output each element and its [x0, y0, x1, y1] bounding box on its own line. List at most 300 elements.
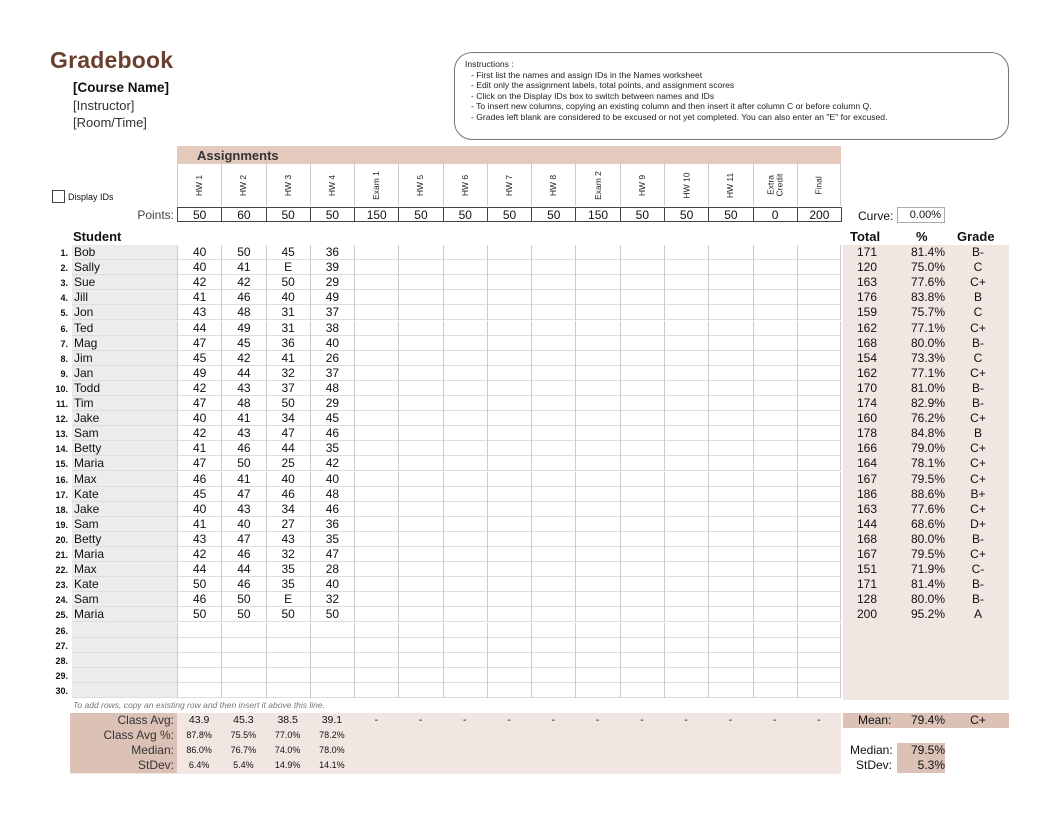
points-cell[interactable]: 50: [620, 207, 665, 222]
score-cell[interactable]: 41: [266, 351, 310, 366]
score-cell[interactable]: [443, 638, 487, 653]
score-cell[interactable]: [753, 472, 797, 487]
score-cell[interactable]: [398, 275, 442, 290]
score-cell[interactable]: [531, 366, 575, 381]
assignment-header[interactable]: [797, 164, 841, 206]
score-cell[interactable]: 49: [221, 321, 265, 336]
score-cell[interactable]: [354, 653, 398, 668]
score-cell[interactable]: 32: [266, 547, 310, 562]
score-cell[interactable]: [664, 411, 708, 426]
score-cell[interactable]: 47: [177, 456, 221, 471]
student-name[interactable]: Sue: [74, 275, 96, 290]
score-cell[interactable]: [398, 653, 442, 668]
score-cell[interactable]: [708, 562, 752, 577]
score-cell[interactable]: [708, 502, 752, 517]
score-cell[interactable]: [266, 638, 310, 653]
score-cell[interactable]: [620, 683, 664, 698]
score-cell[interactable]: [664, 517, 708, 532]
score-cell[interactable]: 46: [221, 577, 265, 592]
score-cell[interactable]: [620, 381, 664, 396]
score-cell[interactable]: 40: [177, 245, 221, 260]
score-cell[interactable]: [664, 668, 708, 683]
score-cell[interactable]: [753, 426, 797, 441]
score-cell[interactable]: [620, 351, 664, 366]
score-cell[interactable]: [620, 305, 664, 320]
score-cell[interactable]: 50: [266, 607, 310, 622]
score-cell[interactable]: [797, 351, 841, 366]
student-name[interactable]: Betty: [74, 531, 102, 546]
score-cell[interactable]: [708, 381, 752, 396]
score-cell[interactable]: [708, 321, 752, 336]
score-cell[interactable]: [177, 653, 221, 668]
score-cell[interactable]: [708, 411, 752, 426]
points-cell[interactable]: 200: [797, 207, 842, 222]
score-cell[interactable]: 50: [221, 245, 265, 260]
score-cell[interactable]: [620, 502, 664, 517]
score-cell[interactable]: [531, 381, 575, 396]
score-cell[interactable]: [620, 366, 664, 381]
score-cell[interactable]: [443, 668, 487, 683]
score-cell[interactable]: [575, 321, 619, 336]
score-cell[interactable]: 43: [221, 426, 265, 441]
student-name[interactable]: Jim: [74, 350, 93, 365]
score-cell[interactable]: [398, 426, 442, 441]
score-cell[interactable]: [664, 502, 708, 517]
score-cell[interactable]: [797, 683, 841, 698]
score-cell[interactable]: [753, 638, 797, 653]
score-cell[interactable]: [443, 396, 487, 411]
score-cell[interactable]: 37: [310, 305, 354, 320]
score-cell[interactable]: [797, 592, 841, 607]
score-cell[interactable]: [531, 607, 575, 622]
score-cell[interactable]: [620, 532, 664, 547]
score-cell[interactable]: [797, 336, 841, 351]
score-cell[interactable]: [753, 623, 797, 638]
points-cell[interactable]: 50: [310, 207, 355, 222]
score-cell[interactable]: [797, 547, 841, 562]
score-cell[interactable]: [398, 532, 442, 547]
score-cell[interactable]: 44: [266, 441, 310, 456]
score-cell[interactable]: [575, 245, 619, 260]
score-cell[interactable]: 48: [310, 381, 354, 396]
score-cell[interactable]: [354, 381, 398, 396]
score-cell[interactable]: [398, 638, 442, 653]
score-cell[interactable]: [354, 623, 398, 638]
score-cell[interactable]: [398, 562, 442, 577]
score-cell[interactable]: [797, 532, 841, 547]
score-cell[interactable]: [575, 592, 619, 607]
score-cell[interactable]: [487, 517, 531, 532]
score-cell[interactable]: [398, 381, 442, 396]
score-cell[interactable]: [664, 396, 708, 411]
score-cell[interactable]: 49: [177, 366, 221, 381]
score-cell[interactable]: [531, 275, 575, 290]
score-cell[interactable]: [443, 411, 487, 426]
score-cell[interactable]: [487, 623, 531, 638]
score-cell[interactable]: [575, 456, 619, 471]
score-cell[interactable]: 50: [310, 607, 354, 622]
score-cell[interactable]: [575, 260, 619, 275]
student-name[interactable]: Kate: [74, 486, 99, 501]
score-cell[interactable]: [797, 456, 841, 471]
score-cell[interactable]: [531, 441, 575, 456]
score-cell[interactable]: [797, 290, 841, 305]
score-cell[interactable]: [443, 502, 487, 517]
score-cell[interactable]: 45: [310, 411, 354, 426]
score-cell[interactable]: [575, 426, 619, 441]
assignment-header[interactable]: [266, 164, 310, 206]
score-cell[interactable]: 39: [310, 260, 354, 275]
score-cell[interactable]: [443, 305, 487, 320]
score-cell[interactable]: [398, 290, 442, 305]
score-cell[interactable]: [620, 623, 664, 638]
score-cell[interactable]: 43: [221, 381, 265, 396]
score-cell[interactable]: 35: [266, 577, 310, 592]
score-cell[interactable]: [354, 441, 398, 456]
score-cell[interactable]: 47: [266, 426, 310, 441]
score-cell[interactable]: 44: [221, 562, 265, 577]
score-cell[interactable]: 50: [221, 456, 265, 471]
points-cell[interactable]: 0: [753, 207, 798, 222]
score-cell[interactable]: [664, 562, 708, 577]
score-cell[interactable]: E: [266, 260, 310, 275]
score-cell[interactable]: [354, 366, 398, 381]
score-cell[interactable]: [797, 623, 841, 638]
score-cell[interactable]: [708, 623, 752, 638]
score-cell[interactable]: [575, 517, 619, 532]
score-cell[interactable]: [753, 321, 797, 336]
score-cell[interactable]: [487, 245, 531, 260]
score-cell[interactable]: [443, 653, 487, 668]
score-cell[interactable]: [354, 607, 398, 622]
score-cell[interactable]: 37: [310, 366, 354, 381]
score-cell[interactable]: [487, 456, 531, 471]
points-cell[interactable]: 50: [487, 207, 532, 222]
score-cell[interactable]: [443, 623, 487, 638]
score-cell[interactable]: [531, 577, 575, 592]
score-cell[interactable]: 35: [266, 562, 310, 577]
score-cell[interactable]: 42: [221, 275, 265, 290]
score-cell[interactable]: [398, 517, 442, 532]
score-cell[interactable]: 42: [221, 351, 265, 366]
score-cell[interactable]: [398, 245, 442, 260]
score-cell[interactable]: [575, 351, 619, 366]
score-cell[interactable]: [753, 592, 797, 607]
score-cell[interactable]: [354, 305, 398, 320]
score-cell[interactable]: [664, 441, 708, 456]
score-cell[interactable]: [531, 245, 575, 260]
score-cell[interactable]: 45: [221, 336, 265, 351]
score-cell[interactable]: [177, 683, 221, 698]
score-cell[interactable]: [664, 366, 708, 381]
assignment-header[interactable]: [753, 164, 797, 206]
score-cell[interactable]: [575, 547, 619, 562]
score-cell[interactable]: [708, 275, 752, 290]
score-cell[interactable]: [398, 487, 442, 502]
score-cell[interactable]: [664, 381, 708, 396]
score-cell[interactable]: [797, 562, 841, 577]
score-cell[interactable]: [398, 260, 442, 275]
score-cell[interactable]: 48: [221, 305, 265, 320]
score-cell[interactable]: [487, 562, 531, 577]
score-cell[interactable]: [708, 245, 752, 260]
score-cell[interactable]: 50: [221, 607, 265, 622]
score-cell[interactable]: [620, 517, 664, 532]
score-cell[interactable]: [443, 381, 487, 396]
score-cell[interactable]: 37: [266, 381, 310, 396]
student-name[interactable]: Sam: [74, 516, 99, 531]
score-cell[interactable]: 44: [177, 321, 221, 336]
score-cell[interactable]: [354, 668, 398, 683]
score-cell[interactable]: [797, 366, 841, 381]
score-cell[interactable]: [620, 321, 664, 336]
score-cell[interactable]: [753, 607, 797, 622]
score-cell[interactable]: [487, 351, 531, 366]
score-cell[interactable]: [575, 381, 619, 396]
score-cell[interactable]: [797, 426, 841, 441]
score-cell[interactable]: [487, 275, 531, 290]
score-cell[interactable]: [797, 275, 841, 290]
score-cell[interactable]: [266, 683, 310, 698]
score-cell[interactable]: [753, 411, 797, 426]
score-cell[interactable]: [487, 336, 531, 351]
score-cell[interactable]: [221, 683, 265, 698]
score-cell[interactable]: [443, 426, 487, 441]
score-cell[interactable]: [443, 336, 487, 351]
score-cell[interactable]: [753, 290, 797, 305]
assignment-header[interactable]: [221, 164, 265, 206]
score-cell[interactable]: [310, 668, 354, 683]
score-cell[interactable]: 46: [266, 487, 310, 502]
score-cell[interactable]: [753, 683, 797, 698]
student-name[interactable]: Betty: [74, 441, 102, 456]
score-cell[interactable]: [620, 245, 664, 260]
score-cell[interactable]: [753, 532, 797, 547]
score-cell[interactable]: 26: [310, 351, 354, 366]
score-cell[interactable]: [620, 396, 664, 411]
score-cell[interactable]: [443, 321, 487, 336]
score-cell[interactable]: [664, 305, 708, 320]
score-cell[interactable]: 41: [221, 472, 265, 487]
score-cell[interactable]: [753, 336, 797, 351]
score-cell[interactable]: [797, 472, 841, 487]
score-cell[interactable]: [487, 683, 531, 698]
score-cell[interactable]: [797, 517, 841, 532]
score-cell[interactable]: [443, 290, 487, 305]
curve-input[interactable]: 0.00%: [897, 207, 945, 223]
score-cell[interactable]: [620, 260, 664, 275]
score-cell[interactable]: [354, 290, 398, 305]
score-cell[interactable]: 40: [177, 411, 221, 426]
score-cell[interactable]: [531, 305, 575, 320]
score-cell[interactable]: [177, 668, 221, 683]
score-cell[interactable]: [664, 290, 708, 305]
score-cell[interactable]: [354, 321, 398, 336]
score-cell[interactable]: E: [266, 592, 310, 607]
score-cell[interactable]: [797, 411, 841, 426]
score-cell[interactable]: [487, 502, 531, 517]
score-cell[interactable]: [753, 245, 797, 260]
score-cell[interactable]: [575, 487, 619, 502]
score-cell[interactable]: [398, 592, 442, 607]
score-cell[interactable]: [531, 396, 575, 411]
student-name[interactable]: Kate: [74, 577, 99, 592]
score-cell[interactable]: [708, 668, 752, 683]
student-name[interactable]: Jill: [74, 290, 88, 305]
score-cell[interactable]: [620, 411, 664, 426]
score-cell[interactable]: [753, 275, 797, 290]
score-cell[interactable]: 45: [177, 351, 221, 366]
score-cell[interactable]: [354, 351, 398, 366]
score-cell[interactable]: 28: [310, 562, 354, 577]
score-cell[interactable]: [708, 336, 752, 351]
score-cell[interactable]: [487, 260, 531, 275]
score-cell[interactable]: 40: [177, 502, 221, 517]
score-cell[interactable]: [398, 577, 442, 592]
assignment-header[interactable]: [708, 164, 752, 206]
score-cell[interactable]: [575, 577, 619, 592]
score-cell[interactable]: [753, 487, 797, 502]
score-cell[interactable]: 47: [177, 396, 221, 411]
score-cell[interactable]: [664, 487, 708, 502]
score-cell[interactable]: [575, 532, 619, 547]
score-cell[interactable]: [753, 351, 797, 366]
score-cell[interactable]: [620, 275, 664, 290]
score-cell[interactable]: [797, 653, 841, 668]
score-cell[interactable]: [531, 532, 575, 547]
score-cell[interactable]: 40: [221, 517, 265, 532]
score-cell[interactable]: [797, 381, 841, 396]
score-cell[interactable]: [575, 336, 619, 351]
assignment-header[interactable]: [575, 164, 619, 206]
score-cell[interactable]: [354, 638, 398, 653]
score-cell[interactable]: [664, 245, 708, 260]
assignment-header[interactable]: [310, 164, 354, 206]
score-cell[interactable]: [398, 668, 442, 683]
points-cell[interactable]: 50: [664, 207, 709, 222]
student-name[interactable]: Maria: [74, 456, 105, 471]
score-cell[interactable]: [531, 592, 575, 607]
score-cell[interactable]: 47: [221, 532, 265, 547]
score-cell[interactable]: [398, 607, 442, 622]
score-cell[interactable]: [753, 381, 797, 396]
score-cell[interactable]: [753, 456, 797, 471]
score-cell[interactable]: [354, 336, 398, 351]
score-cell[interactable]: [753, 653, 797, 668]
score-cell[interactable]: 50: [221, 592, 265, 607]
score-cell[interactable]: [664, 321, 708, 336]
score-cell[interactable]: [354, 456, 398, 471]
score-cell[interactable]: [487, 592, 531, 607]
student-name[interactable]: Maria: [74, 547, 105, 561]
score-cell[interactable]: [620, 441, 664, 456]
points-cell[interactable]: 50: [531, 207, 576, 222]
score-cell[interactable]: 32: [310, 592, 354, 607]
score-cell[interactable]: [664, 638, 708, 653]
score-cell[interactable]: [708, 487, 752, 502]
score-cell[interactable]: [398, 321, 442, 336]
score-cell[interactable]: [443, 577, 487, 592]
score-cell[interactable]: 42: [177, 547, 221, 562]
score-cell[interactable]: [531, 653, 575, 668]
student-name[interactable]: Maria: [74, 607, 105, 622]
score-cell[interactable]: [664, 260, 708, 275]
score-cell[interactable]: 31: [266, 321, 310, 336]
score-cell[interactable]: [354, 411, 398, 426]
score-cell[interactable]: [708, 472, 752, 487]
score-cell[interactable]: [753, 260, 797, 275]
score-cell[interactable]: [443, 562, 487, 577]
points-cell[interactable]: 50: [398, 207, 443, 222]
score-cell[interactable]: 46: [310, 426, 354, 441]
score-cell[interactable]: 40: [177, 260, 221, 275]
score-cell[interactable]: [797, 502, 841, 517]
score-cell[interactable]: [443, 366, 487, 381]
score-cell[interactable]: [620, 653, 664, 668]
score-cell[interactable]: [620, 562, 664, 577]
score-cell[interactable]: [575, 472, 619, 487]
score-cell[interactable]: [753, 396, 797, 411]
assignment-header[interactable]: [354, 164, 398, 206]
score-cell[interactable]: [531, 336, 575, 351]
score-cell[interactable]: [266, 653, 310, 668]
score-cell[interactable]: [708, 396, 752, 411]
student-name[interactable]: Jake: [74, 411, 100, 426]
assignment-header[interactable]: [177, 164, 221, 206]
score-cell[interactable]: [708, 305, 752, 320]
student-name[interactable]: Tim: [74, 396, 94, 410]
score-cell[interactable]: 48: [310, 487, 354, 502]
score-cell[interactable]: [443, 683, 487, 698]
score-cell[interactable]: [620, 290, 664, 305]
score-cell[interactable]: [708, 426, 752, 441]
student-name[interactable]: Sam: [74, 592, 99, 607]
score-cell[interactable]: [708, 517, 752, 532]
score-cell[interactable]: [664, 592, 708, 607]
student-name[interactable]: Jan: [74, 365, 94, 380]
score-cell[interactable]: 50: [266, 275, 310, 290]
score-cell[interactable]: [221, 668, 265, 683]
score-cell[interactable]: [620, 592, 664, 607]
score-cell[interactable]: 49: [310, 290, 354, 305]
score-cell[interactable]: [354, 260, 398, 275]
score-cell[interactable]: [575, 502, 619, 517]
score-cell[interactable]: [708, 532, 752, 547]
score-cell[interactable]: 46: [221, 441, 265, 456]
score-cell[interactable]: [487, 441, 531, 456]
score-cell[interactable]: 47: [177, 336, 221, 351]
score-cell[interactable]: [354, 547, 398, 562]
score-cell[interactable]: 41: [221, 260, 265, 275]
score-cell[interactable]: 36: [310, 517, 354, 532]
student-name[interactable]: Ted: [74, 320, 94, 335]
score-cell[interactable]: 48: [221, 396, 265, 411]
student-name[interactable]: Max: [74, 562, 97, 577]
score-cell[interactable]: [664, 607, 708, 622]
score-cell[interactable]: [398, 396, 442, 411]
score-cell[interactable]: [177, 638, 221, 653]
score-cell[interactable]: [354, 577, 398, 592]
score-cell[interactable]: [487, 290, 531, 305]
score-cell[interactable]: [221, 638, 265, 653]
score-cell[interactable]: [531, 487, 575, 502]
score-cell[interactable]: [354, 472, 398, 487]
score-cell[interactable]: [531, 517, 575, 532]
score-cell[interactable]: [531, 456, 575, 471]
student-name[interactable]: Sam: [74, 426, 99, 441]
score-cell[interactable]: [443, 351, 487, 366]
score-cell[interactable]: [753, 562, 797, 577]
